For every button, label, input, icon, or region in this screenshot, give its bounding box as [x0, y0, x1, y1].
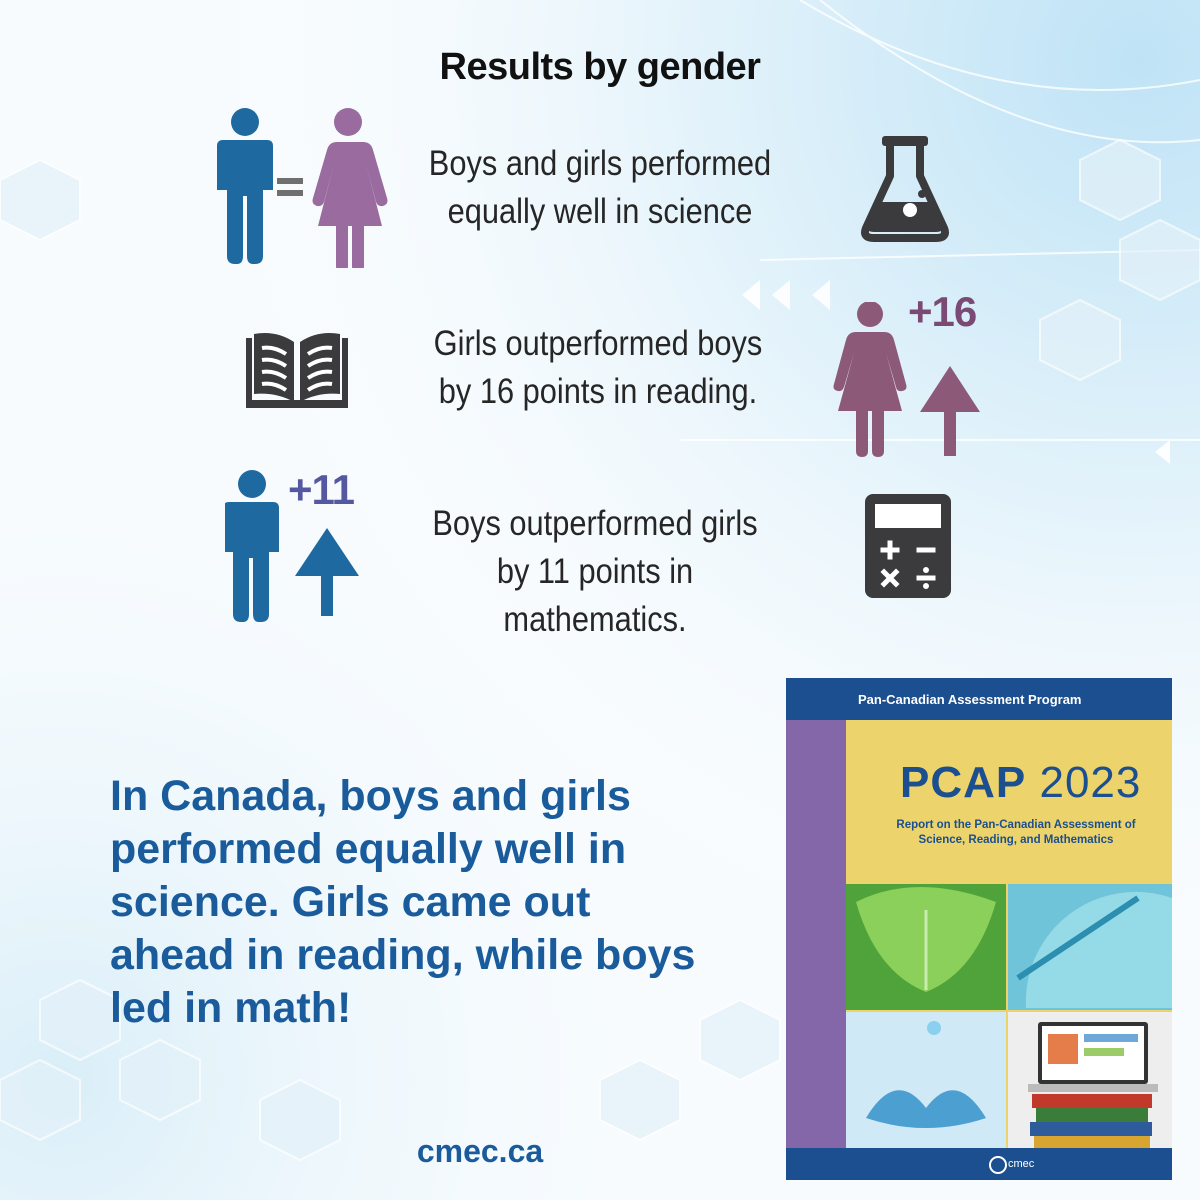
summary-line: In Canada, boys and girls — [110, 772, 631, 820]
summary-line: science. Girls came out — [110, 878, 591, 926]
report-subtitle-line-2: Science, Reading, and Mathematics — [918, 834, 1114, 846]
math-points-badge: +11 — [288, 466, 354, 513]
summary-text — [110, 770, 750, 1035]
girl-icon — [834, 302, 907, 457]
reading-result-text — [404, 320, 791, 416]
page-title: Results by gender — [439, 46, 761, 88]
reading-line-1: Girls outperformed boys — [433, 324, 763, 363]
summary-line: performed equally well in — [110, 825, 627, 873]
calculator-icon — [865, 494, 951, 598]
boy-icon — [217, 108, 273, 264]
equals-icon — [277, 178, 303, 196]
math-line-1: Boys outperformed girls — [432, 504, 758, 543]
science-result-text — [406, 140, 793, 236]
book-icon — [242, 330, 352, 410]
reading-line-2: by 16 points in reading. — [438, 372, 758, 411]
report-cover-art — [786, 678, 1172, 1180]
math-line-2: by 11 points in mathematics. — [496, 552, 694, 639]
reading-points-badge: +16 — [908, 288, 977, 335]
math-result-text — [401, 500, 788, 644]
science-line-2: equally well in science — [447, 192, 753, 231]
boy-icon — [225, 470, 279, 622]
flask-icon — [860, 132, 950, 242]
girl-icon — [313, 108, 388, 268]
website-link[interactable]: cmec.ca — [416, 1133, 544, 1169]
report-cover[interactable] — [786, 678, 1172, 1180]
report-subtitle — [886, 818, 1146, 848]
report-title-year: 2023 — [1039, 758, 1142, 807]
report-title — [900, 758, 1141, 808]
report-title-acronym: PCAP — [900, 758, 1027, 807]
report-subtitle-line-1: Report on the Pan-Canadian Assessment of — [896, 819, 1136, 831]
arrow-up-icon — [920, 366, 980, 456]
boy-equals-girl-figure — [215, 108, 395, 268]
report-publisher: cmec — [1008, 1158, 1035, 1170]
report-program: Pan-Canadian Assessment Program — [858, 692, 1082, 707]
science-line-1: Boys and girls performed — [428, 144, 772, 183]
arrow-up-icon — [295, 528, 359, 616]
summary-line: led in math! — [110, 984, 352, 1032]
summary-line: ahead in reading, while boys — [110, 931, 696, 979]
